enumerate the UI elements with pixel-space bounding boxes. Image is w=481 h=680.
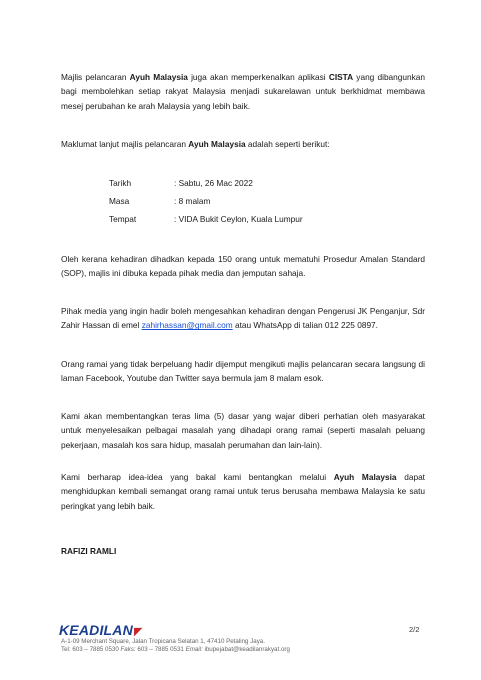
fax-label: Faks: [120, 646, 136, 654]
detail-value: : 8 malam [174, 196, 211, 206]
text: yang dibangunkan bagi membolehkan setiap rakyat Malaysia menjadi sukarelawan untuk berkhidmat membawa mesej perubahan ke arah Malaysia yang lebih baik. [61, 72, 426, 111]
bold-ayuh-malaysia: Ayuh Malaysia [188, 139, 246, 149]
text: atau WhatsApp di talian 012 225 0897. [232, 320, 378, 331]
detail-value: : Sabtu, 26 Mac 2022 [174, 178, 253, 188]
paragraph-closing [61, 470, 425, 513]
footer-address [61, 638, 290, 655]
detail-row-date [109, 177, 253, 189]
footer-email: ibupejabat@keadilanrakyat.org [202, 646, 290, 654]
fax-value: 603 – 7885 0531 [135, 646, 186, 654]
detail-label: Masa [109, 196, 130, 206]
tel-value: 603 – 7885 0530 [70, 646, 121, 654]
text: Pihak media yang ingin hadir boleh mengesahkan kehadiran dengan Pengerusi JK Penganjur, Sdr Zahir Hassan di emel [61, 306, 425, 331]
text: dapat menghidupkan kembali semangat orang ramai untuk terus berusaha membawa Malaysia ke satu peringkat yang lebih baik. [61, 472, 425, 511]
text: Kami berharap idea-idea yang bakal kami bentangkan melalui [61, 472, 334, 482]
text: Majlis pelancaran [61, 72, 130, 82]
logo-text: KEADILAN [59, 622, 133, 638]
paragraph-live-stream: Orang ramai yang tidak berpeluang hadir dijemput mengikuti majlis pelancaran secara langsung di laman Facebook, Youtube dan Twitter saya bermula jam 8 malam esok. [61, 359, 425, 384]
paragraph-attendance-limit: Oleh kerana kehadiran dihadkan kepada 150 orang untuk mematuhi Prosedur Amalan Standard (SOP), majlis ini dibuka kepada pihak media dan jemputan sahaja. [61, 254, 425, 279]
contact-line [61, 646, 290, 654]
text: Maklumat lanjut majlis pelancaran [61, 139, 189, 149]
paragraph-cista [61, 70, 425, 113]
email-link[interactable]: zahirhassan@gmail.com [141, 320, 233, 331]
email-label: Email: [185, 646, 203, 654]
logo-mark-icon: ◤ [133, 626, 143, 638]
paragraph-details-intro [61, 137, 425, 151]
page-number: 2/2 [409, 625, 420, 634]
address-line: A-1-09 Merchant Square, Jalan Tropicana Selatan 1, 47410 Petaling Jaya. [61, 638, 265, 645]
detail-label: Tarikh [109, 178, 132, 188]
detail-label: Tempat [109, 214, 137, 224]
text: juga akan memperkenalkan aplikasi [187, 72, 329, 82]
bold-cista: CISTA [328, 72, 354, 82]
paragraph-media-rsvp [61, 304, 425, 333]
paragraph-policy-cores: Kami akan membentangkan teras lima (5) dasar yang wajar diberi perhatian oleh masyarakat untuk menyelesaikan pelbagai masalah yang dihadapi orang ramai (seperti masalah peluang pekerjaan, masalah kos sara hidup, masalah perumahan dan lain-lain). [61, 411, 425, 450]
detail-row-time [109, 195, 210, 207]
signature-name: RAFIZI RAMLI [61, 546, 117, 556]
bold-ayuh-malaysia: Ayuh Malaysia [129, 72, 188, 82]
detail-row-venue [109, 213, 303, 225]
keadilan-logo [59, 622, 143, 638]
detail-value: : VIDA Bukit Ceylon, Kuala Lumpur [174, 214, 303, 224]
text: adalah seperti berikut: [245, 139, 330, 149]
tel-label: Tel: [61, 646, 71, 654]
bold-ayuh-malaysia: Ayuh Malaysia [333, 472, 397, 482]
